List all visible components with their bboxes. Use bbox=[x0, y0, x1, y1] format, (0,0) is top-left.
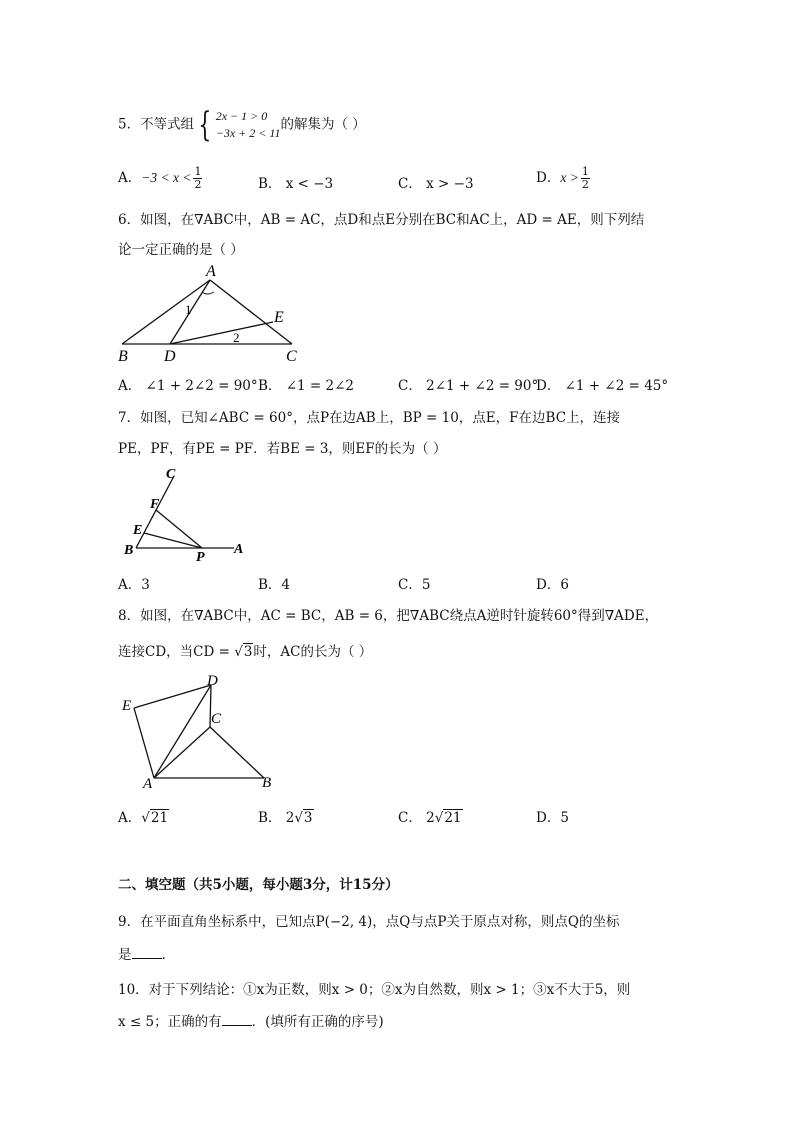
q7-stem-line2: PE，PF，有PE = PF．若BE = 3，则EF的长为（ ） bbox=[118, 441, 447, 457]
q8-stem-line2: 连接CD，当CD = √3时，AC的长为（ ） bbox=[118, 644, 373, 660]
q8-label-e: E bbox=[122, 698, 132, 714]
q9-answer-blank[interactable] bbox=[132, 946, 162, 959]
q6-label-d: D bbox=[164, 348, 176, 365]
q7-stem-line1: 7．如图，已知∠ABC = 60°，点P在边AB上，BP = 10，点E，F在边BC上，连接 bbox=[118, 410, 621, 426]
q8-label-d: D bbox=[207, 673, 218, 689]
q5-option-c: C． x > −3 bbox=[398, 176, 474, 192]
q7-figure bbox=[116, 462, 256, 568]
q6-figure bbox=[110, 262, 320, 366]
q5-system-line2: −3x + 2 < 11 bbox=[215, 126, 281, 140]
q8-option-d: D．5 bbox=[536, 810, 569, 826]
q6-option-d: D． ∠1 + ∠2 = 45° bbox=[536, 378, 669, 394]
q10-stem-line1: 10．对于下列结论：①x为正数，则x > 0；②x为自然数，则x > 1；③x不大于5，则 bbox=[118, 982, 631, 998]
q6-label-a: A bbox=[206, 263, 216, 280]
q5-system: { 2x − 1 > 0 −3x + 2 < 11 bbox=[198, 105, 281, 145]
q6-option-c: C． 2∠1 + ∠2 = 90° bbox=[398, 378, 539, 394]
q6-label-e: E bbox=[274, 309, 284, 326]
q5-tail: 的解集为（ ） bbox=[280, 116, 366, 133]
q7-label-f: F bbox=[150, 497, 160, 512]
q8-label-a: A bbox=[143, 776, 153, 792]
q6-angle-1: 1 bbox=[185, 302, 192, 317]
q8-label-b: B bbox=[262, 775, 272, 791]
section-2-title: 二、填空题（共5小题，每小题3分，计15分） bbox=[118, 877, 399, 893]
q6-label-b: B bbox=[118, 348, 128, 365]
q5-option-d: D．x > $\frac{1}{2}$ bbox=[536, 165, 589, 191]
q7-option-b: B．4 bbox=[258, 577, 291, 593]
q7-label-b: B bbox=[124, 543, 134, 558]
q7-option-a: A．3 bbox=[118, 577, 150, 593]
q7-label-c: C bbox=[166, 467, 176, 482]
q8-option-a: A．√21 bbox=[118, 810, 169, 826]
q8-figure bbox=[114, 668, 284, 792]
q5-option-b: B． x < −3 bbox=[258, 176, 334, 192]
q8-option-c: C． 2√21 bbox=[398, 810, 462, 826]
q5-stem bbox=[118, 105, 366, 145]
q10-answer-blank[interactable] bbox=[222, 1013, 252, 1026]
q5-lead: 不等式组 bbox=[140, 116, 195, 133]
q7-label-e: E bbox=[133, 523, 143, 538]
q8-option-b: B． 2√3 bbox=[258, 810, 313, 826]
q6-label-c: C bbox=[286, 348, 297, 365]
q9-stem-line2: 是 ． bbox=[118, 947, 175, 963]
q8-stem-line1: 8．如图，在∇ABC中，AC = BC，AB = 6，把∇ABC绕点A逆时针旋转60°得到∇ADE， bbox=[118, 608, 659, 624]
q9-stem-line1: 9．在平面直角坐标系中，已知点P(−2, 4)，点Q与点P关于原点对称，则点Q的坐标 bbox=[118, 914, 620, 930]
q10-stem-line2: x ≤ 5；正确的有 ．(填所有正确的序号) bbox=[118, 1014, 384, 1030]
q7-label-a: A bbox=[234, 542, 244, 557]
q6-angle-2: 2 bbox=[233, 330, 240, 345]
q8-label-c: C bbox=[211, 711, 222, 727]
q7-option-c: C．5 bbox=[398, 577, 431, 593]
q5-system-line1: 2x − 1 > 0 bbox=[215, 109, 268, 123]
q5-option-a: A．−3 < x < $\frac{1}{2}$ bbox=[118, 165, 202, 191]
q7-option-d: D．6 bbox=[536, 577, 569, 593]
q5-number: 5． bbox=[118, 116, 141, 133]
q6-stem-line2: 论一定正确的是（ ） bbox=[118, 242, 244, 258]
q6-option-b: B． ∠1 = 2∠2 bbox=[258, 378, 354, 394]
q6-option-a: A． ∠1 + 2∠2 = 90° bbox=[118, 378, 258, 394]
q6-stem-line1: 6．如图，在∇ABC中，AB = AC，点D和点E分别在BC和AC上，AD = AE，则下列结 bbox=[118, 212, 645, 228]
q7-label-p: P bbox=[196, 550, 205, 565]
